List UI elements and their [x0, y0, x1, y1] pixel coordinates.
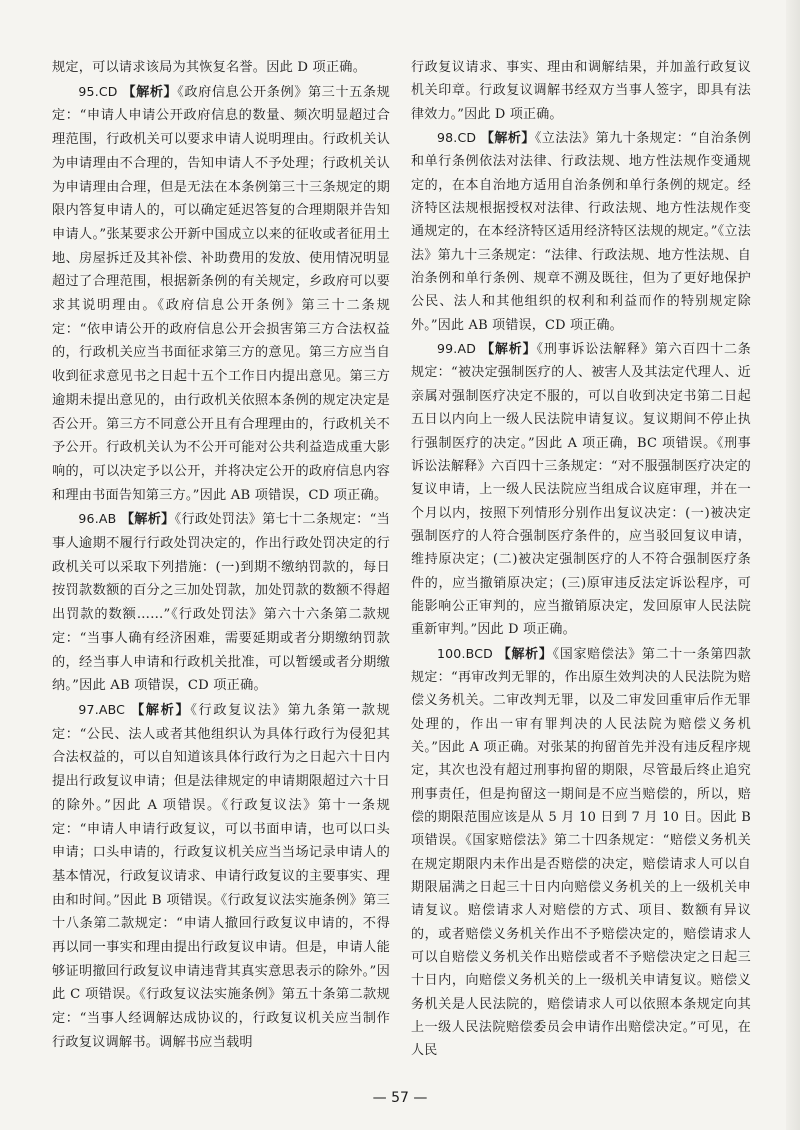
answer-explanation [411, 642, 751, 1063]
analysis-tag: 【解析】 [130, 702, 191, 718]
answer-number: 100.BCD [437, 645, 493, 661]
explanation-text: 《立法法》第九十条规定：“自治条例和单行条例依法对法律、行政法规、地方性法规作变通规定的，在本自治地方适用自治条例和单行条例的规定。经济特区法规根据授权对法律、行政法规、地方性法规作变通规定的，在本经济特区适用经济特区法规的规定。”《立法法》第九十三条规定：“法律、行政法规、地方性法规、自治条例和单行条例、规章不溯及既往，但为了更好地保护公民、法人和其他组织的权利和利益而作的特别规定除外。”因此 AB 项错误，CD 项正确。 [411, 131, 751, 333]
explanation-text: 《国家赔偿法》第二十一条第四款规定：“再审改判无罪的，作出原生效判决的人民法院为赔偿义务机关。二审改判无罪，以及二审发回重审后作无罪处理的，作出一审有罪判决的人民法院为赔偿义务机关。”因此 A 项正确。对张某的拘留首先并没有违反程序规定，其次也没有超过刑事拘留的期限，尽管最后终止追究刑事责任，但是拘留这一期间是不应当赔偿的，所以，赔偿的期限范围应该是从 5 月 10 日到 7 月 10 日。因此 B 项错误。《国家赔偿法》第二十四条规定：“赔偿义务机关在规定期限内未作出是否赔偿的决定，赔偿请求人可以自期限届满之日起三十日内向赔偿义务机关的上一级机关申请复议。赔偿请求人对赔偿的方式、项目、数额有异议的，或者赔偿义务机关作出不予赔偿决定的，赔偿请求人可以自赔偿义务机关作出赔偿或者不予赔偿决定之日起三十日内，向赔偿义务机关的上一级机关申请复议。赔偿义务机关是人民法院的，赔偿请求人可以依照本条规定向其上一级人民法院赔偿委员会申请作出赔偿决定。”可见，在人民 [411, 646, 751, 1059]
paragraph-continuation [411, 56, 751, 126]
answer-explanation [52, 80, 390, 508]
analysis-tag: 【解析】 [122, 84, 178, 100]
answer-explanation [52, 507, 390, 698]
answer-number: 99.AD [437, 341, 477, 357]
answer-explanation [52, 698, 390, 1055]
analysis-tag: 【解析】 [497, 646, 553, 662]
answer-number: 97.ABC [78, 701, 126, 717]
answer-explanation [411, 337, 751, 641]
explanation-text: 《刑事诉讼法解释》第六百四十二条规定：“被决定强制医疗的人、被害人及其法定代理人、近亲属对强制医疗决定不服的，可以自收到决定书第二日起五日以内向上一级人民法院申请复议。复议期间不停止执行强制医疗的决定。”因此 A 项正确，BC 项错误。《刑事诉讼法解释》六百四十三条规定：“对不服强制医疗决定的复议申请，上一级人民法院应当组成合议庭审理，并在一个月以内，按照下列情形分别作出复议决定：(一)被决定强制医疗的人符合强制医疗条件的，应当驳回复议申请，维持原决定；(二)被决定强制医疗的人不符合强制医疗条件的，应当撤销原决定；(三)原审违反法定诉讼程序，可能影响公正审判的，应当撤销原决定，发回原审人民法院重新审判。”因此 D 项正确。 [411, 342, 751, 638]
answer-number: 96.AB [78, 511, 117, 527]
explanation-text: 《行政复议法》第九条第一款规定：“公民、法人或者其他组织认为具体行政行为侵犯其合法权益的，可以自知道该具体行政行为之日起六十日内提出行政复议申请；但是法律规定的申请期限超过六十日的除外。”因此 A 项错误。《行政复议法》第十一条规定：“申请人申请行政复议，可以书面申请，也可以口头申请；口头申请的，行政复议机关应当当场记录申请人的基本情况，行政复议请求、申请行政复议的主要事实、理由和时间。”因此 B 项错误。《行政复议法实施条例》第三十八条第二款规定：“申请人撤回行政复议申请的，不得再以同一事实和理由提出行政复议申请。但是，申请人能够证明撤回行政复议申请违背其真实意思表示的除外。”因此 C 项错误。《行政复议法实施条例》第五十条第二款规定：“当事人经调解达成协议的，行政复议机关应当制作行政复议调解书。调解书应当载明 [52, 702, 390, 1050]
paragraph-text: 规定，可以请求该局为其恢复名誉。因此 D 项正确。 [52, 60, 367, 75]
page-edge-shadow [786, 0, 800, 1130]
left-column [52, 56, 390, 1055]
paragraph-text: 行政复议请求、事实、理由和调解结果，并加盖行政复议机关印章。行政复议调解书经双方当事人签字，即具有法律效力。”因此 D 项正确。 [411, 60, 751, 122]
page-number: — 57 — [372, 1090, 428, 1106]
explanation-text: 《行政处罚法》第七十二条规定：“当事人逾期不履行行政处罚决定的，作出行政处罚决定的行政机关可以采取下列措施：(一)到期不缴纳罚款的，每日按罚款数额的百分之三加处罚款，加处罚款的数额不得超出罚款的数额……”《行政处罚法》第六十六条第二款规定：“当事人确有经济困难，需要延期或者分期缴纳罚款的，经当事人申请和行政机关批准，可以暂缓或者分期缴纳。”因此 AB 项错误，CD 项正确。 [52, 512, 390, 694]
answer-number: 95.CD [78, 83, 118, 99]
right-column [411, 56, 751, 1063]
analysis-tag: 【解析】 [481, 342, 537, 358]
analysis-tag: 【解析】 [120, 512, 175, 528]
answer-explanation [411, 126, 751, 337]
explanation-text: 《政府信息公开条例》第三十五条规定：“申请人申请公开政府信息的数量、频次明显超过合理范围，行政机关可以要求申请人说明理由。行政机关认为申请理由不合理的，告知申请人不予处理；行政机关认为申请理由合理，但是无法在本条例第三十三条规定的期限内答复申请人的，可以确定延迟答复的合理期限并告知申请人。”张某要求公开新中国成立以来的征收或者征用土地、房屋拆迁及其补偿、补助费用的发放、使用情况明显超过了合理范围，根据新条例的有关规定，乡政府可以要求其说明理由。《政府信息公开条例》第三十二条规定：“依申请公开的政府信息公开会损害第三方合法权益的，行政机关应当书面征求第三方的意见。第三方应当自收到征求意见书之日起十五个工作日内提出意见。第三方逾期未提出意见的，由行政机关依照本条例的规定决定是否公开。第三方不同意公开且有合理理由的，行政机关不予公开。行政机关认为不公开可能对公共利益造成重大影响的，可以决定予以公开，并将决定公开的政府信息内容和理由书面告知第三方。”因此 AB 项错误，CD 项正确。 [52, 84, 390, 503]
paragraph-continuation [52, 56, 390, 80]
analysis-tag: 【解析】 [480, 131, 535, 147]
answer-number: 98.CD [437, 130, 477, 146]
